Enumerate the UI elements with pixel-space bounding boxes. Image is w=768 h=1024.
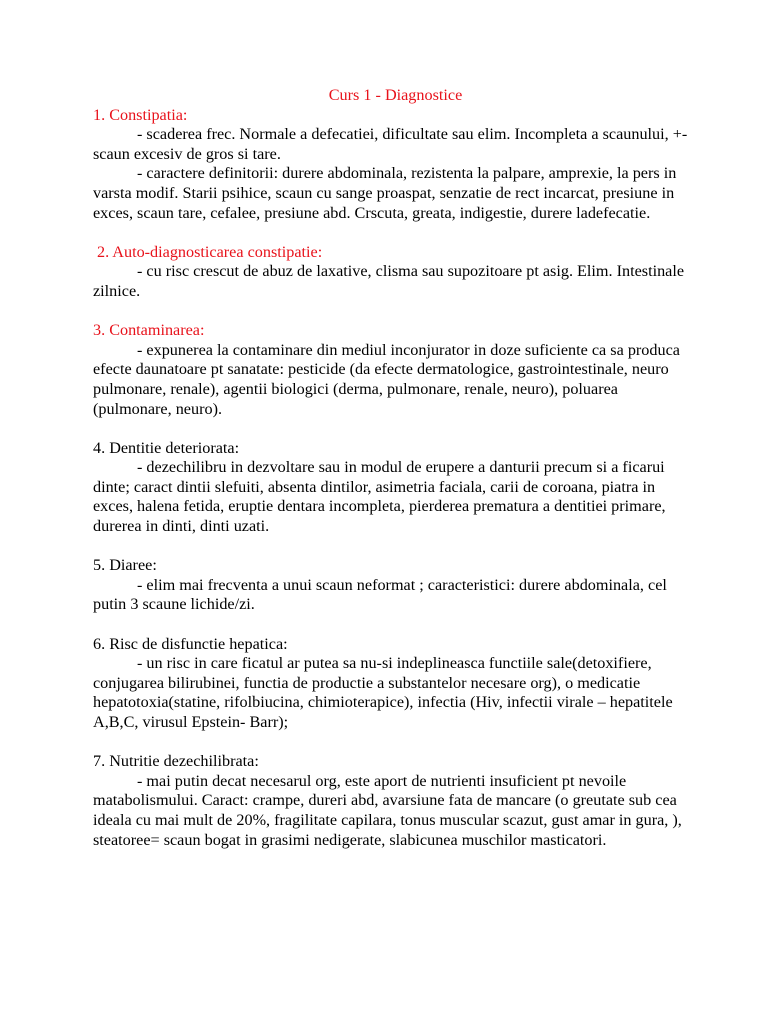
section-paragraph: - scaderea frec. Normale a defecatiei, dificultate sau elim. Incompleta a scaunului, +- scaun excesiv de gros si tare.: [93, 125, 688, 163]
section-constipatia: [93, 106, 688, 224]
section-heading: 2. Auto-diagnosticarea constipatie:: [97, 242, 323, 261]
section-heading: 4. Dentitie deteriorata:: [93, 438, 240, 457]
section-diaree: [93, 556, 688, 615]
section-heading: 3. Contaminarea:: [93, 321, 205, 340]
section-heading: 6. Risc de disfunctie hepatica:: [93, 634, 288, 653]
section-heading: 7. Nutritie dezechilibrata:: [93, 752, 259, 771]
section-paragraph: - mai putin decat necesarul org, este aport de nutrienti insuficient pt nevoile matabolismului. Caract: crampe, dureri abd, avarsiune fata de mancare (o greutate sub cea ideala cu mai mult de 20%, fragilitate capilara, tonus muscular scazut, gust amar in gura, ), steatoree= scaun bogat in grasimi nedigerate, slabicunea muschilor masticatori.: [93, 771, 682, 849]
section-paragraph: - caractere definitorii: durere abdominala, rezistenta la palpare, amprexie, la pers in varsta modif. Starii psihice, scaun cu sange proaspat, senzatie de rect incarcat, presiune in exces, scaun tare, cefalee, presiune abd. Crscuta, greata, indigestie, durere ladefecatie.: [93, 164, 677, 222]
document-title: Curs 1 - Diagnostice: [328, 86, 463, 104]
section-disfunctie-hepatica: [93, 635, 688, 733]
section-paragraph: - un risc in care ficatul ar putea sa nu-si indeplineasca functiile sale(detoxifiere, conjugarea bilirubinei, functia de productie a substantelor necesare org), o medicatie hepatotoxia(statine, rifolbiucina, chimioterapice), infectia (Hiv, infectii virale – hepatitele A,B,C, virusul Epstein- Barr);: [93, 654, 673, 731]
section-dentitie: [93, 439, 688, 537]
section-heading: 1. Constipatia:: [93, 105, 188, 124]
section-heading: 5. Diaree:: [93, 556, 157, 575]
section-paragraph: - elim mai frecventa a unui scaun neformat ; caracteristici: durere abdominala, cel putin 3 scaune lichide/zi.: [93, 575, 667, 614]
section-auto-diagnosticare: [93, 243, 688, 302]
section-paragraph: - dezechilibru in dezvoltare sau in modul de erupere a danturii precum si a ficarui dinte; caract dintii slefuiti, absenta dintilor, asimetria faciala, carii de coroana, piatra in exces, halena fetida, eruptie dentara incompleta, pierderea prematura a dentitiei primare, durerea in dinti, dinti uzati.: [93, 458, 666, 536]
section-contaminarea: [93, 321, 688, 419]
section-nutritie: [93, 752, 688, 850]
section-paragraph: - expunerea la contaminare din mediul inconjurator in doze suficiente ca sa produca efecte daunatoare pt sanatate: pesticide (da efecte dermatologice, gastrointestinale, neuro pulmonare, renale), agentii biologici (derma, pulmonare, renale, neuro), poluarea (pulmonare, neuro).: [93, 340, 680, 418]
section-paragraph: - cu risc crescut de abuz de laxative, clisma sau supozitoare pt asig. Elim. Intestinale zilnice.: [93, 262, 685, 300]
